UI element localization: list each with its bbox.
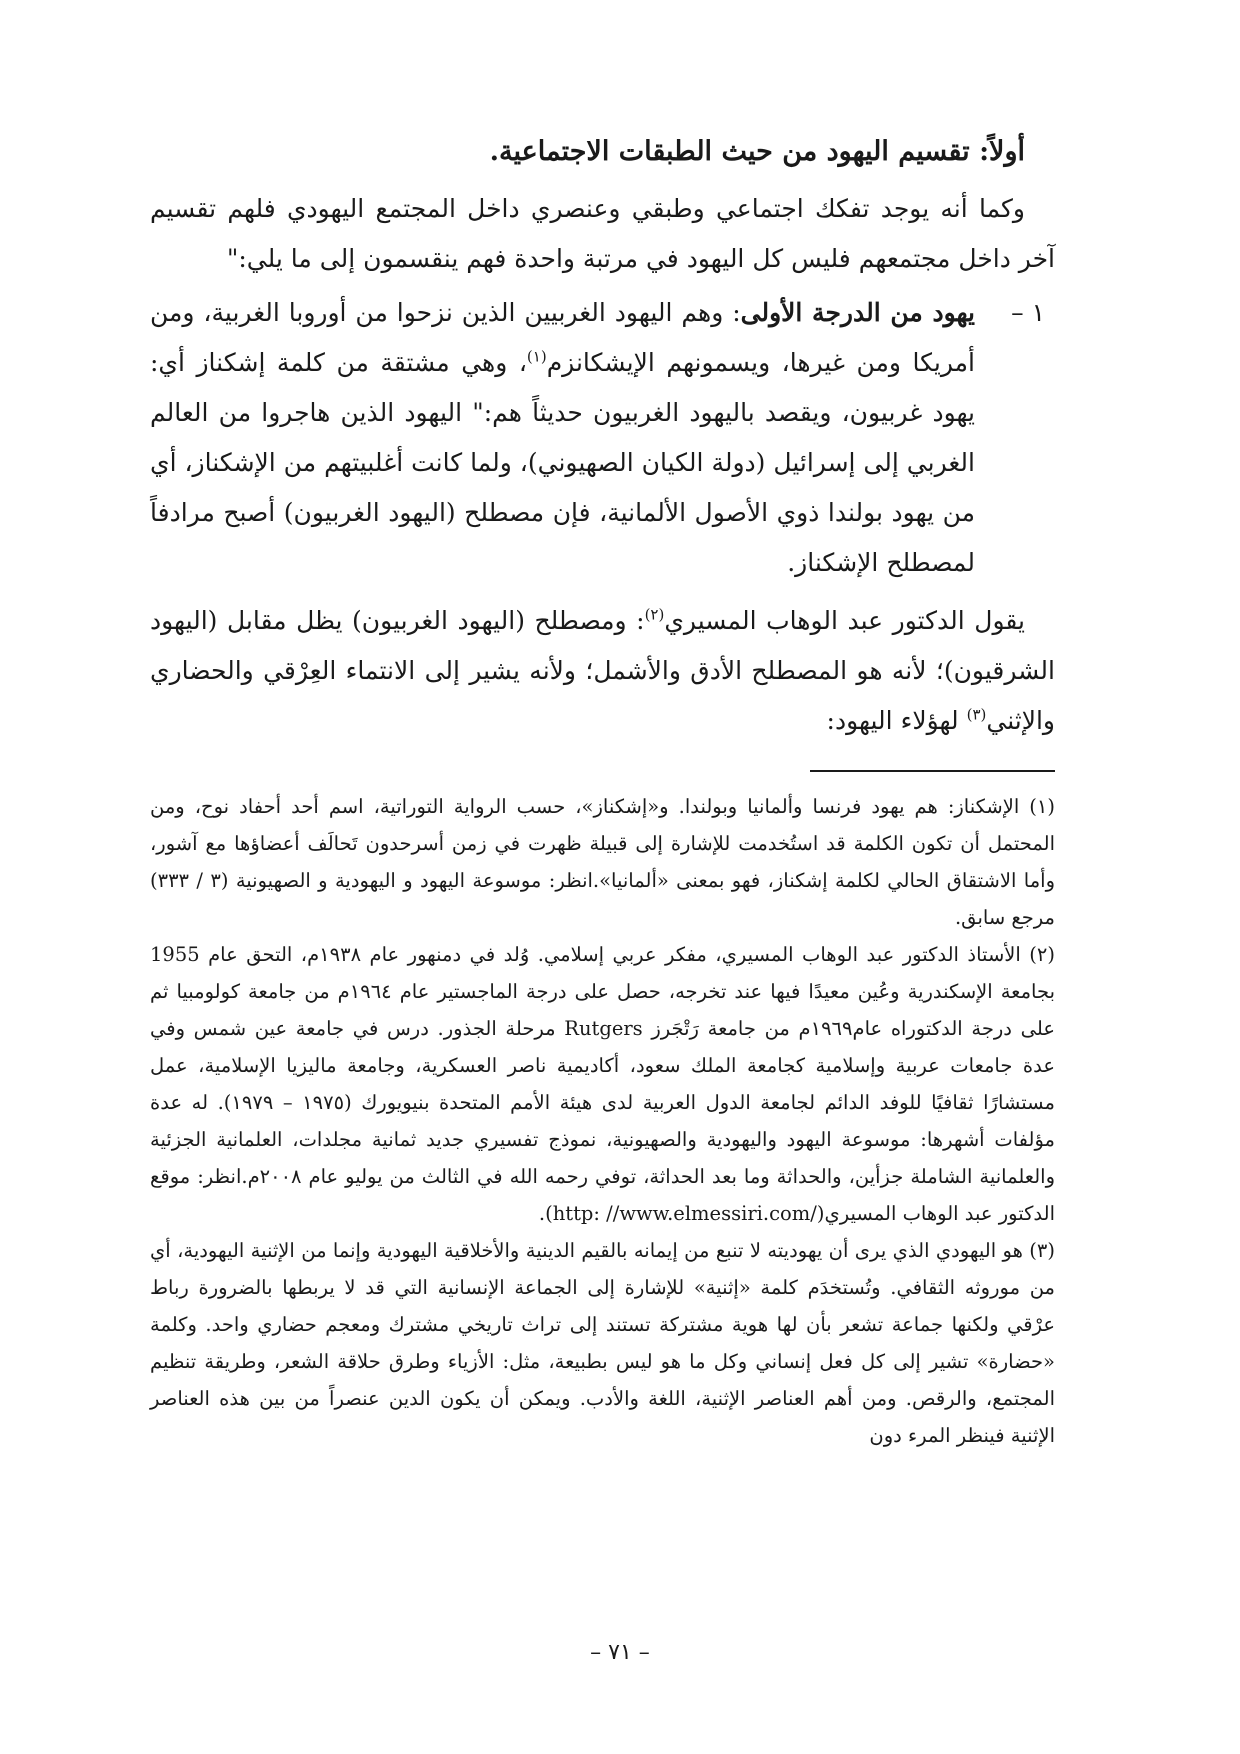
list-item-title: يهود من الدرجة الأولى bbox=[740, 298, 975, 327]
list-item-first-degree bbox=[150, 288, 1055, 588]
footnote-2-url[interactable]: (http: //www.elmessiri.com/) bbox=[545, 1202, 825, 1225]
footnote-2-end: . bbox=[538, 1202, 546, 1225]
messiri-text-c: لهؤلاء اليهود: bbox=[826, 706, 967, 735]
page-body bbox=[150, 130, 1055, 1454]
messiri-paragraph bbox=[150, 596, 1055, 746]
footnote-divider bbox=[810, 770, 1055, 772]
footnote-ref-3[interactable]: (٣) bbox=[966, 705, 987, 724]
list-item-body bbox=[150, 288, 975, 588]
intro-paragraph: وكما أنه يوجد تفكك اجتماعي وطبقي وعنصري داخل المجتمع اليهودي فلهم تقسيم آخر داخل مجتمعهم فليس كل اليهود في مرتبة واحدة فهم ينقسمون إلى ما يلي:" bbox=[150, 194, 1055, 273]
footnote-ref-2[interactable]: (٢) bbox=[644, 605, 665, 624]
footnote-2 bbox=[150, 936, 1055, 1232]
heading-text: : تقسيم اليهود من حيث الطبقات الاجتماعية. bbox=[489, 136, 990, 167]
footnote-ref-1[interactable]: (١) bbox=[526, 347, 547, 366]
section-heading bbox=[150, 130, 1025, 174]
messiri-text-b: : ومصطلح (اليهود الغربيون) يظل مقابل (اليهود الشرقيون)؛ لأنه هو المصطلح الأدق والأشمل؛ ولأنه يشير إلى الانتماء العِرْقي والحضاري والإثني bbox=[150, 606, 1055, 735]
messiri-text-a: يقول الدكتور عبد الوهاب المسيري bbox=[664, 606, 1025, 635]
list-number: ١ – bbox=[1011, 298, 1045, 327]
footnote-1: (١) الإشكناز: هم يهود فرنسا وألمانيا وبولندا. و«إشكناز»، حسب الرواية التوراتية، اسم أحد أحفاد نوح، ومن المحتمل أن تكون الكلمة قد استُخدمت للإشارة إلى قبيلة ظهرت في زمن أسرحدون تَحالَف أعضاؤها مع آشور، وأما الاشتقاق الحالي لكلمة إشكناز، فهو بمعنى «ألمانيا».انظر: موسوعة اليهود و اليهودية و الصهيونية (٣ / ٣٣٣) مرجع سابق. bbox=[150, 795, 1056, 929]
heading-prefix: أولاً bbox=[989, 136, 1025, 167]
page-number: – ٧١ – bbox=[590, 1640, 650, 1665]
footnote-3: (٣) هو اليهودي الذي يرى أن يهوديته لا تنبع من إيمانه بالقيم الدينية والأخلاقية اليهودية وإنما من الإثنية اليهودية، أي من موروثه الثقافي. وتُستخدَم كلمة «إثنية» للإشارة إلى الجماعة الإنسانية التي قد لا يربطها بالضرورة رباط عرْقي ولكنها جماعة تشعر بأن لها هوية مشتركة تستند إلى تراث تاريخي مشترك ومعجم حضاري واحد. وكلمة «حضارة» تشير إلى كل فعل إنساني وكل ما هو ليس بطبيعة، مثل: الأزياء وطرق حلاقة الشعر، وطريقة تنظيم المجتمع، والرقص. ومن أهم العناصر الإثنية، اللغة والأدب. ويمكن أن يكون الدين عنصراً من بين هذه العناصر الإثنية فينظر المرء دون bbox=[150, 1239, 1055, 1447]
footnote-2-text: (٢) الأستاذ الدكتور عبد الوهاب المسيري، مفكر عربي إسلامي. وُلد في دمنهور عام ١٩٣٨م، التحق عام 1955 بجامعة الإسكندرية وعُين معيدًا فيها عند تخرجه، حصل على درجة الماجستير عام ١٩٦٤م من جامعة كولومبيا ثم على درجة الدكتوراه عام١٩٦٩م من جامعة رَتْجَرز Rutgers مرحلة الجذور. درس في جامعة عين شمس وفي عدة جامعات عربية وإسلامية كجامعة الملك سعود، أكاديمية ناصر العسكرية، وجامعة ماليزيا الإسلامية، عمل مستشارًا ثقافيًا للوفد الدائم لجامعة الدول العربية لدى هيئة الأمم المتحدة بنيويورك (١٩٧٥ – ١٩٧٩). له عدة مؤلفات أشهرها: موسوعة اليهود واليهودية والصهيونية، نموذج تفسيري جديد ثمانية مجلدات، العلمانية الجزئية والعلمانية الشاملة جزأين، والحداثة وما بعد الحداثة، توفي رحمه الله في الثالث من يوليو عام ٢٠٠٨م.انظر: موقع الدكتور عبد الوهاب المسيري bbox=[150, 943, 1056, 1225]
list-item-text-a: : وهم اليهود الغربيين الذين نزحوا من أوروبا الغربية، ومن أمريكا ومن غيرها، ويسمونهم الإيشكانزم bbox=[150, 298, 975, 377]
list-item-text-b: ، وهي مشتقة من كلمة إشكناز أي: يهود غربيون، ويقصد باليهود الغربيون حديثاً هم:" اليهود الذين هاجروا من العالم الغربي إلى إسرائيل (دولة الكيان الصهيوني)، ولما كانت أغلبيتهم من الإشكناز، أي من يهود بولندا ذوي الأصول الألمانية، فإن مصطلح (اليهود الغربيون) أصبح مرادفاً لمصطلح الإشكناز. bbox=[150, 348, 975, 577]
footnotes bbox=[150, 788, 1055, 1454]
